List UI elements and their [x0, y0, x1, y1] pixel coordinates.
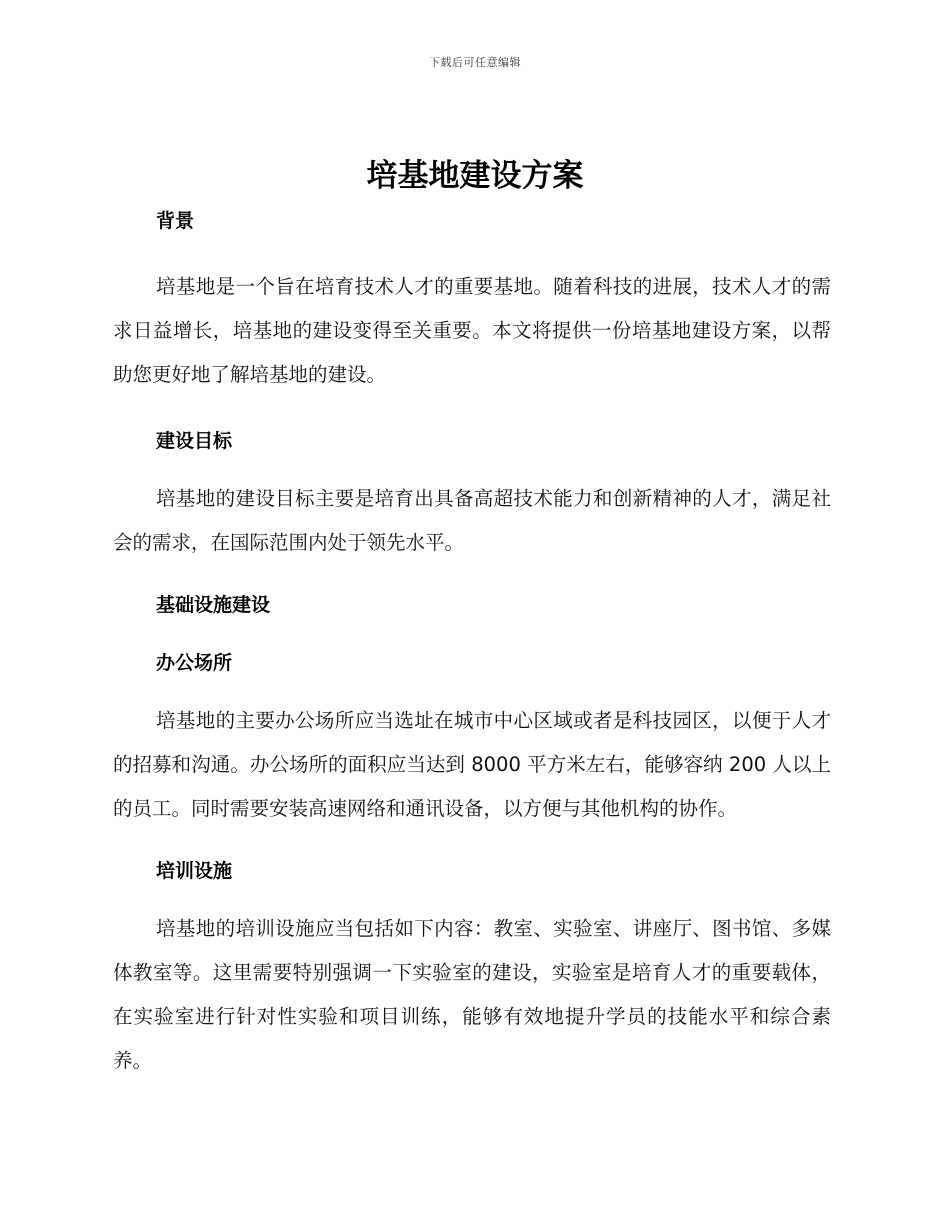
section-paragraph-office: 培基地的主要办公场所应当选址在城市中心区域或者是科技园区，以便于人才的招募和沟通。办公场所的面积应当达到 8000 平方米左右，能够容纳 200 人以上的员工。同时需要安装高速网络和通讯设备，以方便与其他机构的协作。	[113, 709, 831, 820]
header-note: 下载后可任意编辑	[429, 56, 521, 69]
document-body	[113, 205, 831, 1083]
section-heading-infrastructure: 基础设施建设	[156, 594, 271, 616]
section-heading-background: 背景	[156, 210, 195, 232]
section-paragraph-training: 培基地的培训设施应当包括如下内容：教室、实验室、讲座厅、图书馆、多媒体教室等。这里需要特别强调一下实验室的建设，实验室是培育人才的重要载体，在实验室进行针对性实验和项目训练，能够有效地提升学员的技能水平和综合素养。	[113, 917, 831, 1072]
document-title: 培基地建设方案	[366, 158, 584, 194]
section-heading-training: 培训设施	[156, 860, 233, 882]
section-heading-goals: 建设目标	[156, 430, 233, 452]
section-paragraph-goals: 培基地的建设目标主要是培育出具备高超技术能力和创新精神的人才，满足社会的需求，在国际范围内处于领先水平。	[113, 487, 831, 554]
section-heading-office: 办公场所	[156, 652, 233, 674]
section-paragraph-background: 培基地是一个旨在培育技术人才的重要基地。随着科技的进展，技术人才的需求日益增长，培基地的建设变得至关重要。本文将提供一份培基地建设方案，以帮助您更好地了解培基地的建设。	[113, 275, 831, 386]
